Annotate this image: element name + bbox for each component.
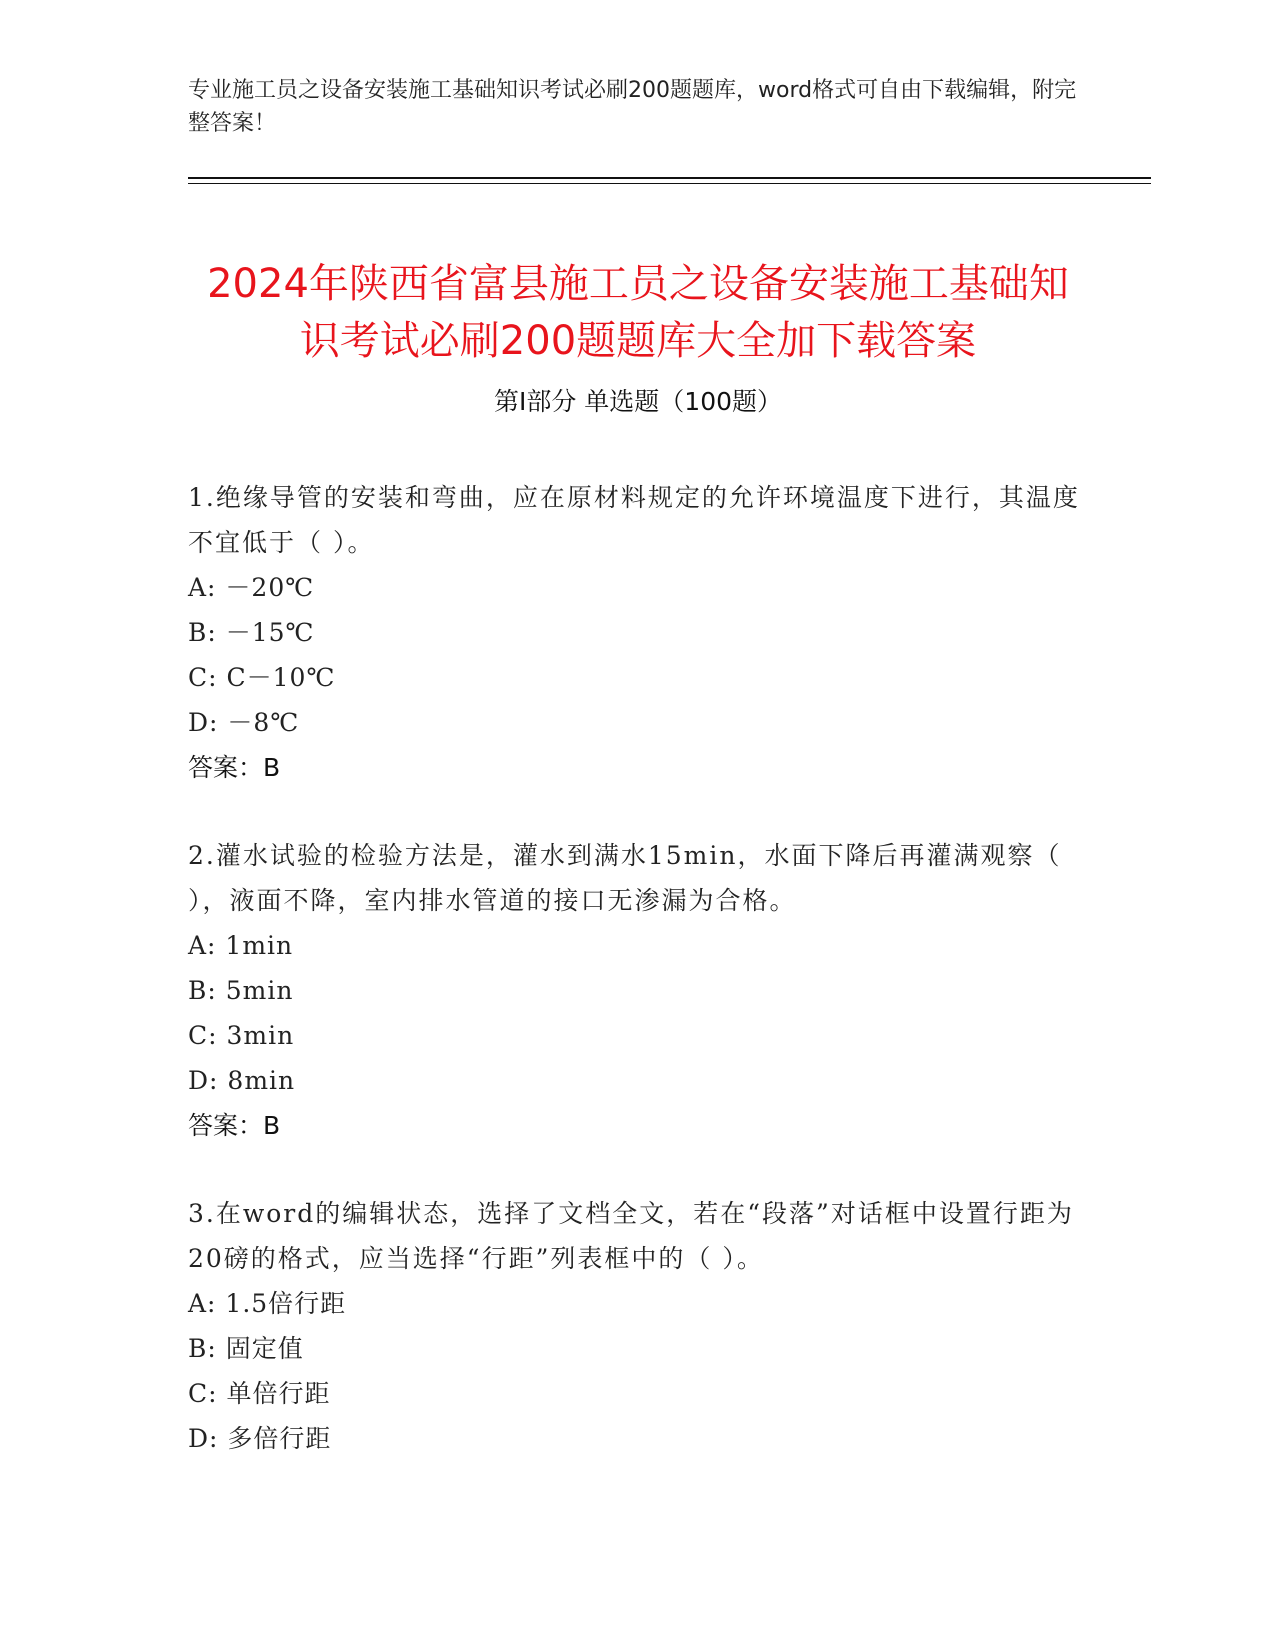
question-1	[188, 475, 1088, 790]
header-divider-thin	[188, 183, 1151, 184]
question-3	[188, 1191, 1088, 1461]
question-stem: 3.在word的编辑状态，选择了文档全文，若在“段落”对话框中设置行距为20磅的格式，应当选择“行距”列表框中的（ ）。	[188, 1199, 1074, 1273]
option-list	[188, 923, 1088, 1103]
answer-label: 答案：B	[188, 1111, 281, 1140]
question-list	[188, 475, 1088, 1504]
question-stem: 2.灌水试验的检验方法是，灌水到满水15min，水面下降后再灌满观察（ ），液面不降，室内排水管道的接口无渗漏为合格。	[188, 841, 1062, 915]
option-c: C: 3min	[188, 1021, 295, 1050]
option-d: D: 多倍行距	[188, 1424, 332, 1453]
option-b: B: 固定值	[188, 1334, 304, 1363]
option-b: B: －15℃	[188, 618, 315, 647]
option-list	[188, 1281, 1088, 1461]
option-a: A: 1min	[188, 931, 294, 960]
header-divider-thick	[188, 177, 1151, 179]
option-a: A: 1.5倍行距	[188, 1289, 347, 1318]
option-c: C: 单倍行距	[188, 1379, 331, 1408]
option-list	[188, 565, 1088, 745]
answer-label: 答案：B	[188, 753, 281, 782]
option-a: A: －20℃	[188, 573, 315, 602]
question-2	[188, 833, 1088, 1148]
option-d: D: －8℃	[188, 708, 300, 737]
option-b: B: 5min	[188, 976, 294, 1005]
section-heading: 第I部分 单选题（100题）	[493, 387, 783, 416]
question-stem: 1.绝缘导管的安装和弯曲，应在原材料规定的允许环境温度下进行，其温度不宜低于（ ）。	[188, 483, 1080, 557]
document-title: 2024年陕西省富县施工员之设备安装施工基础知识考试必刷200题题库大全加下载答案	[207, 260, 1069, 364]
page-header: 专业施工员之设备安装施工基础知识考试必刷200题题库，word格式可自由下载编辑，附完整答案！	[188, 78, 1077, 136]
option-c: C: C－10℃	[188, 663, 336, 692]
option-d: D: 8min	[188, 1066, 296, 1095]
